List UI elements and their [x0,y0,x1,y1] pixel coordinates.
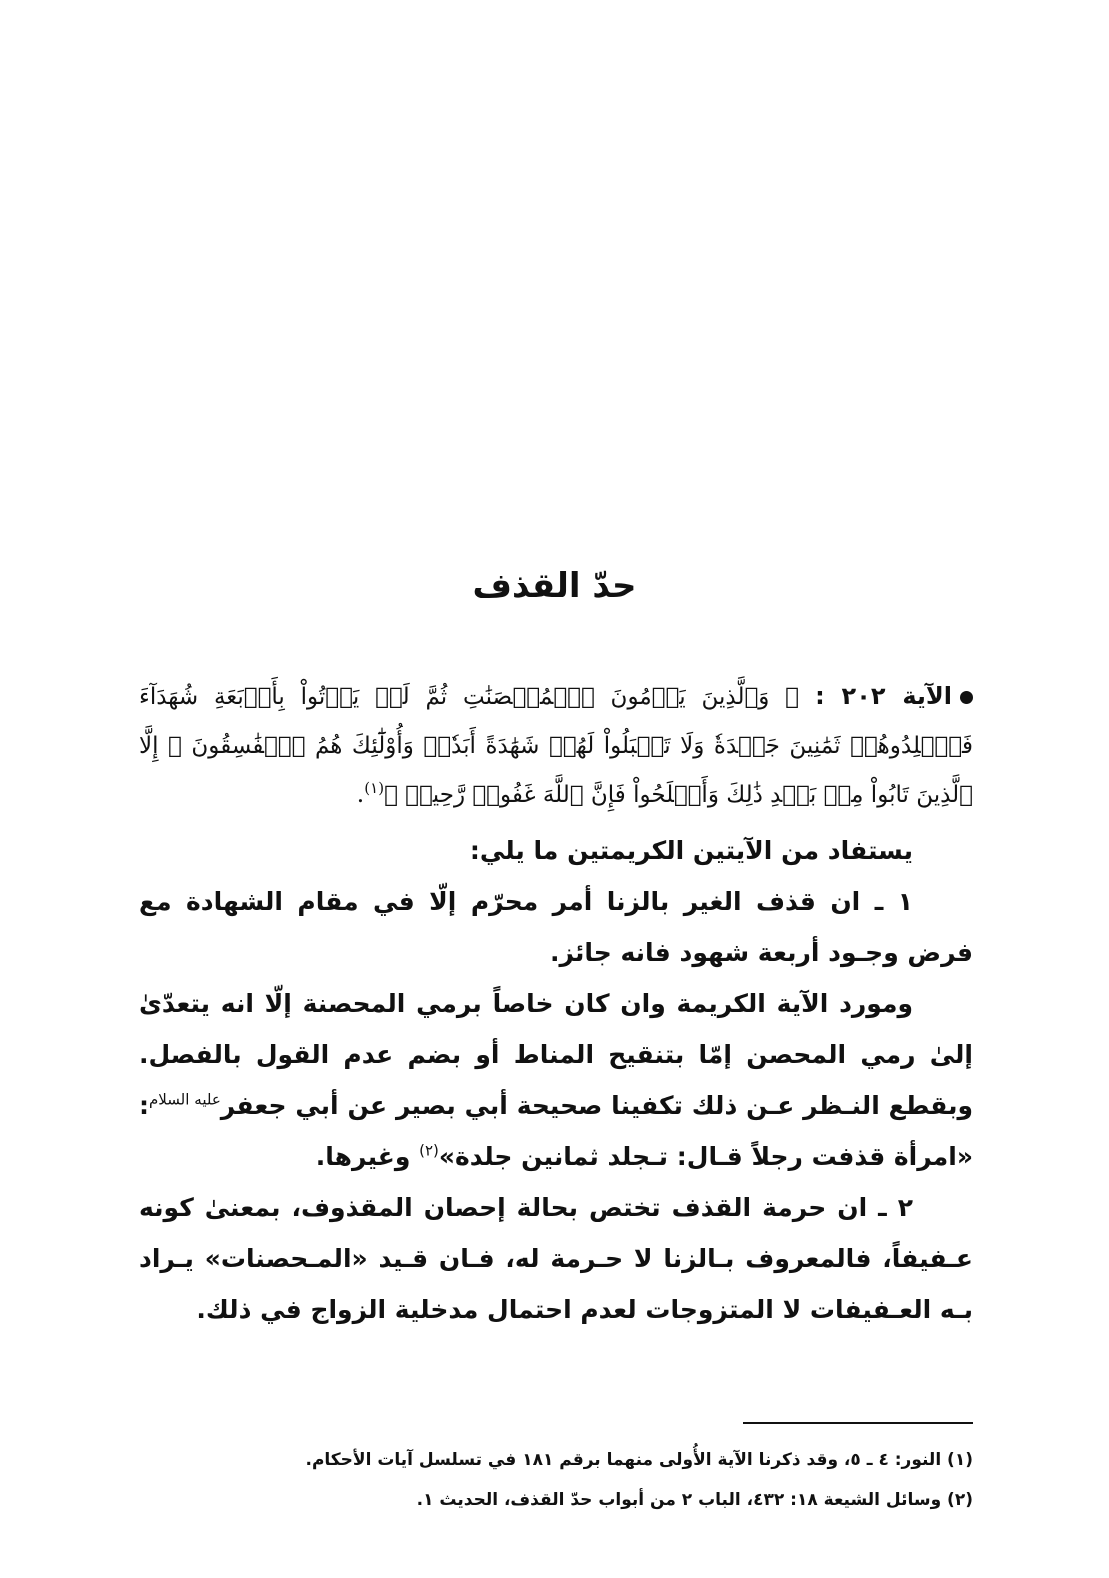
footnote-ref-1: (١) [364,779,385,797]
bullet-icon [960,691,973,704]
footnote-2: (٢) وسائل الشيعة ١٨: ٤٣٢، الباب ٢ من أبواب حدّ القذف، الحديث ١. [416,1490,973,1510]
paragraph-2-quote: : «امرأة قذفت رجلاً قـال: تـجلد ثمانين جلدة» [139,1091,973,1171]
verse-block [139,672,973,819]
point-2-paragraph: ٢ ـ ان حرمة القذف تختص بحالة إحصان المقذوف، بمعنىٰ كونه عـفيفاً، فالمعروف بـالزنا لا حـرمة له، فـان قـيد «المـحصنات» يـراد بـه العـفيفات لا المتزوجات لعدم احتمال مدخلية الزواج في ذلك. [139,1193,973,1324]
footnote-1: (١) النور: ٤ ـ ٥، وقد ذكرنا الآية الأُولى منهما برقم ١٨١ في تسلسل آيات الأحكام. [305,1450,973,1470]
verse-label: الآية ٢٠٢ : [815,682,953,710]
intro-paragraph: يستفاد من الآيتين الكريمتين ما يلي: [469,836,913,865]
paragraph-2 [139,978,973,1182]
footnote-ref-2: (٢) [419,1141,439,1160]
point-1-paragraph: ١ ـ ان قذف الغير بالزنا أمر محرّم إلّا في مقام الشهادة مع فرض وجـود أربعة شهود فانه جائز. [139,887,973,967]
footnotes [139,1440,973,1520]
honorific-mark: عليه السلام [149,1090,221,1109]
verse-end: . [356,780,365,808]
main-text [139,672,973,1335]
paragraph-2-text-start: ومورد الآية الكريمة وان كان خاصاً برمي المحصنة إلّا انه يتعدّىٰ إلىٰ رمي المحصن إمّا بتنقيح المناط أو بضم عدم القول بالفصل. وبقطع النـظر عـن ذلك تكفينا صحيحة أبي بصير عن أبي جعفر [139,989,974,1120]
paragraph-2-text-end: وغيرها. [315,1142,420,1171]
chapter-title: حدّ القذف [472,566,637,606]
verse-text: ﴿ وَٱلَّذِينَ يَرۡمُونَ ٱلۡمُحۡصَنَٰتِ ثُمَّ لَمۡ يَأۡتُواْ بِأَرۡبَعَةِ شُهَدَآءَ فَٱجۡلِدُوهُمۡ ثَمَٰنِينَ جَلۡدَةٗ وَلَا تَقۡبَلُواْ لَهُمۡ شَهَٰدَةً أَبَدٗاۚ وَأُوْلَٰٓئِكَ هُمُ ٱلۡفَٰسِقُونَ ۞ إِلَّا ٱلَّذِينَ تَابُواْ مِنۢ بَعۡدِ ذَٰلِكَ وَأَصۡلَحُواْ فَإِنَّ ٱللَّهَ غَفُورٞ رَّحِيمٞ ﴾ [139,684,973,808]
footnote-divider [743,1422,973,1424]
